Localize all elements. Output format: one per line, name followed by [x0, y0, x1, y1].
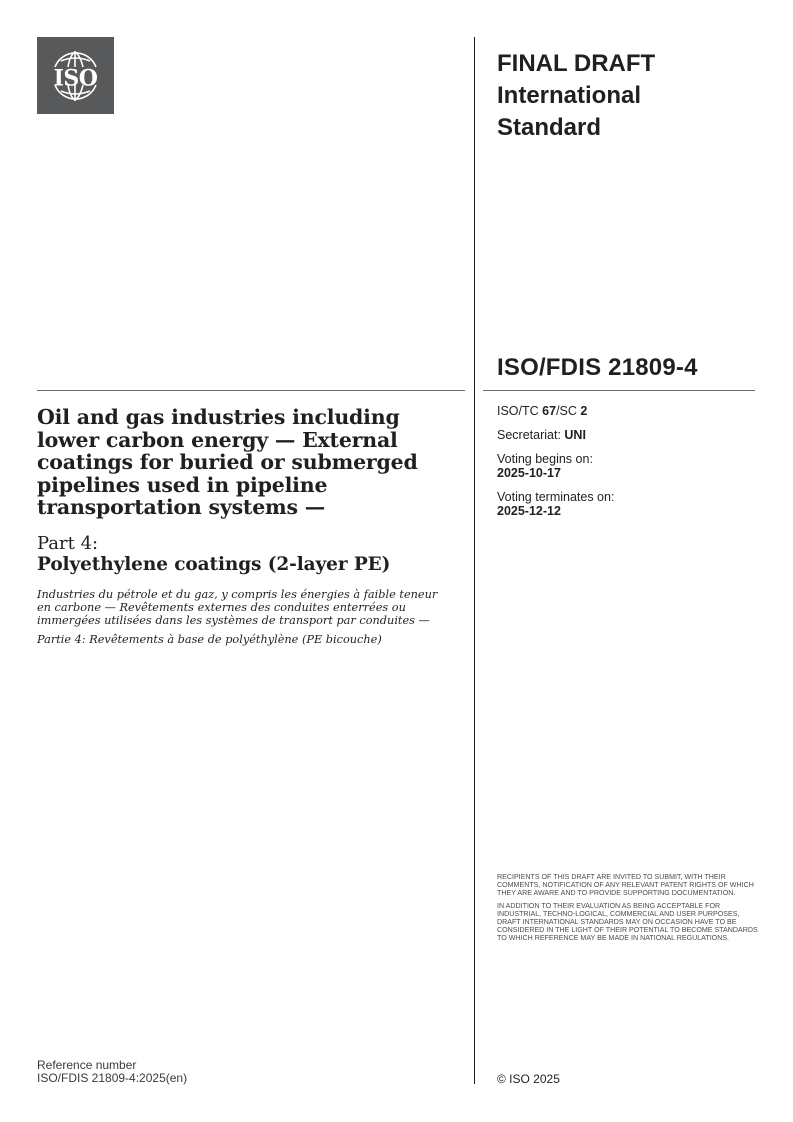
title-block	[37, 406, 447, 647]
committee-prefix: ISO/TC	[497, 404, 543, 418]
voting-terminates-date: 2025-12-12	[497, 504, 561, 518]
draft-notice	[497, 873, 759, 947]
french-part-title: Partie 4: Revêtements à base de polyéthylène (PE bicouche)	[37, 633, 382, 647]
french-title: Industries du pétrole et du gaz, y compris les énergies à faible teneur en carbone — Revêtements externes des conduites enterrées ou immergées utilisées dans les systèmes de transport par conduites —	[37, 587, 438, 628]
doc-type-line-1: International	[497, 82, 642, 109]
copyright: © ISO 2025	[497, 1072, 560, 1086]
part-label: Part 4:	[37, 532, 99, 554]
secretariat-value: UNI	[564, 428, 586, 442]
voting-begins-date: 2025-10-17	[497, 466, 561, 480]
secretariat-row	[497, 428, 757, 442]
document-meta	[497, 404, 757, 528]
title-rule-right	[483, 390, 755, 391]
column-divider	[474, 37, 475, 1084]
voting-terminates-row	[497, 490, 757, 518]
voting-begins-label: Voting begins on:	[497, 452, 593, 466]
reference-number: ISO/FDIS 21809-4:2025(en)	[37, 1070, 188, 1085]
voting-terminates-label: Voting terminates on:	[497, 490, 615, 504]
main-title: Oil and gas industries including lower carbon energy — External coatings for buried or submerged pipelines used in pipeline transportation systems —	[37, 405, 418, 519]
committee-row	[497, 404, 757, 418]
reference-label: Reference number	[37, 1058, 137, 1072]
status-line: FINAL DRAFT	[497, 50, 656, 77]
secretariat-label: Secretariat:	[497, 428, 565, 442]
voting-begins-row	[497, 452, 757, 480]
document-number: ISO/FDIS 21809-4	[497, 354, 698, 381]
part-title: Polyethylene coatings (2-layer PE)	[37, 553, 391, 575]
iso-logo	[37, 37, 114, 114]
tc-number: 67	[542, 404, 557, 418]
notice-paragraph-2: IN ADDITION TO THEIR EVALUATION AS BEING ACCEPTABLE FOR INDUSTRIAL, TECHNO-LOGICAL, COMMERCIAL AND USER PURPOSES, DRAFT INTERNATIONAL STANDARDS MAY ON OCCASION HAVE TO BE CONSIDERED IN THE LIGHT OF THEIR POTENTIAL TO BECOME STANDARDS TO WHICH REFERENCE MAY BE MADE IN NATIONAL REGULATIONS.	[497, 901, 758, 943]
sc-prefix: /SC	[556, 404, 581, 418]
iso-globe-logo-icon	[37, 37, 114, 114]
document-type-header	[497, 48, 757, 144]
notice-paragraph-1: RECIPIENTS OF THIS DRAFT ARE INVITED TO SUBMIT, WITH THEIR COMMENTS, NOTIFICATION OF ANY RELEVANT PATENT RIGHTS OF WHICH THEY ARE AWARE AND TO PROVIDE SUPPORTING DOCUMENTATION.	[497, 873, 754, 898]
reference-block	[37, 1059, 187, 1084]
title-rule-left	[37, 390, 465, 391]
doc-type-line-2: Standard	[497, 114, 602, 141]
sc-number: 2	[580, 404, 588, 418]
svg-text:ISO: ISO	[53, 65, 98, 92]
